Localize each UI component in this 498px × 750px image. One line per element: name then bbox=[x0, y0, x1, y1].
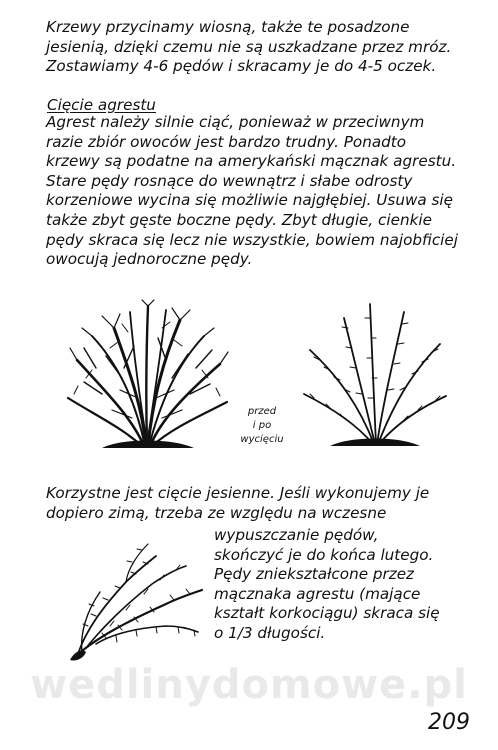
text-line: Stare pędy rosnące do wewnątrz i słabe odrosty bbox=[46, 171, 413, 190]
pruning-paragraph bbox=[46, 113, 458, 270]
text-line: korzeniowe wycina się możliwie najgłębiej. Usuwa się bbox=[46, 191, 453, 210]
figure-caption bbox=[232, 405, 292, 447]
caption-line: i po bbox=[252, 420, 272, 431]
text-line: Pędy zniekształcone przez bbox=[214, 565, 415, 584]
text-line: Krzewy przycinamy wiosną, także te posadzone bbox=[46, 18, 410, 36]
text-line: pędy skraca się lecz nie wszystkie, bowiem najobficiej bbox=[46, 230, 458, 249]
text-line: Zostawiamy 4-6 pędów i skracamy je do 4-5 oczek. bbox=[46, 57, 437, 76]
section-heading: Cięcie agrestu bbox=[47, 96, 156, 114]
text-line: kształt korkociągu) skraca się bbox=[214, 604, 440, 623]
autumn-pruning-paragraph bbox=[46, 484, 429, 523]
text-line: wypuszczanie pędów, bbox=[214, 526, 379, 544]
text-line: razie zbiór owoców jest bardzo trudny. Ponadto bbox=[46, 132, 407, 151]
bush-after-pruning-illustration bbox=[300, 298, 450, 450]
text-line: Korzystne jest cięcie jesienne. Jeśli wykonujemy je bbox=[46, 484, 430, 502]
caption-line: przed bbox=[247, 406, 277, 417]
text-line: także zbyt gęste boczne pędy. Zbyt długie, cienkie bbox=[46, 210, 432, 229]
text-line: dopiero zimą, trzeba ze względu na wczesne bbox=[46, 503, 387, 522]
text-line: jesienią, dzięki czemu nie są uszkadzane przez mróz. bbox=[46, 37, 452, 56]
deformed-shoots-paragraph bbox=[214, 526, 440, 644]
caption-line: wycięciu bbox=[240, 434, 284, 445]
intro-paragraph bbox=[46, 18, 451, 77]
bush-before-pruning-illustration bbox=[62, 298, 232, 450]
site-watermark: wedlinydomowe.pl bbox=[30, 662, 468, 708]
text-line: o 1/3 długości. bbox=[214, 623, 326, 642]
text-line: owocują jednoroczne pędy. bbox=[46, 250, 253, 269]
text-line: Agrest należy silnie ciąć, ponieważ w przeciwnym bbox=[46, 113, 425, 131]
text-line: skończyć je do końca lutego. bbox=[214, 545, 434, 564]
text-line: krzewy są podatne na amerykański mącznak agrestu. bbox=[46, 152, 457, 171]
gooseberry-shoot-illustration bbox=[56, 538, 206, 662]
page-number: 209 bbox=[428, 710, 470, 735]
text-line: mącznaka agrestu (mające bbox=[214, 584, 421, 603]
